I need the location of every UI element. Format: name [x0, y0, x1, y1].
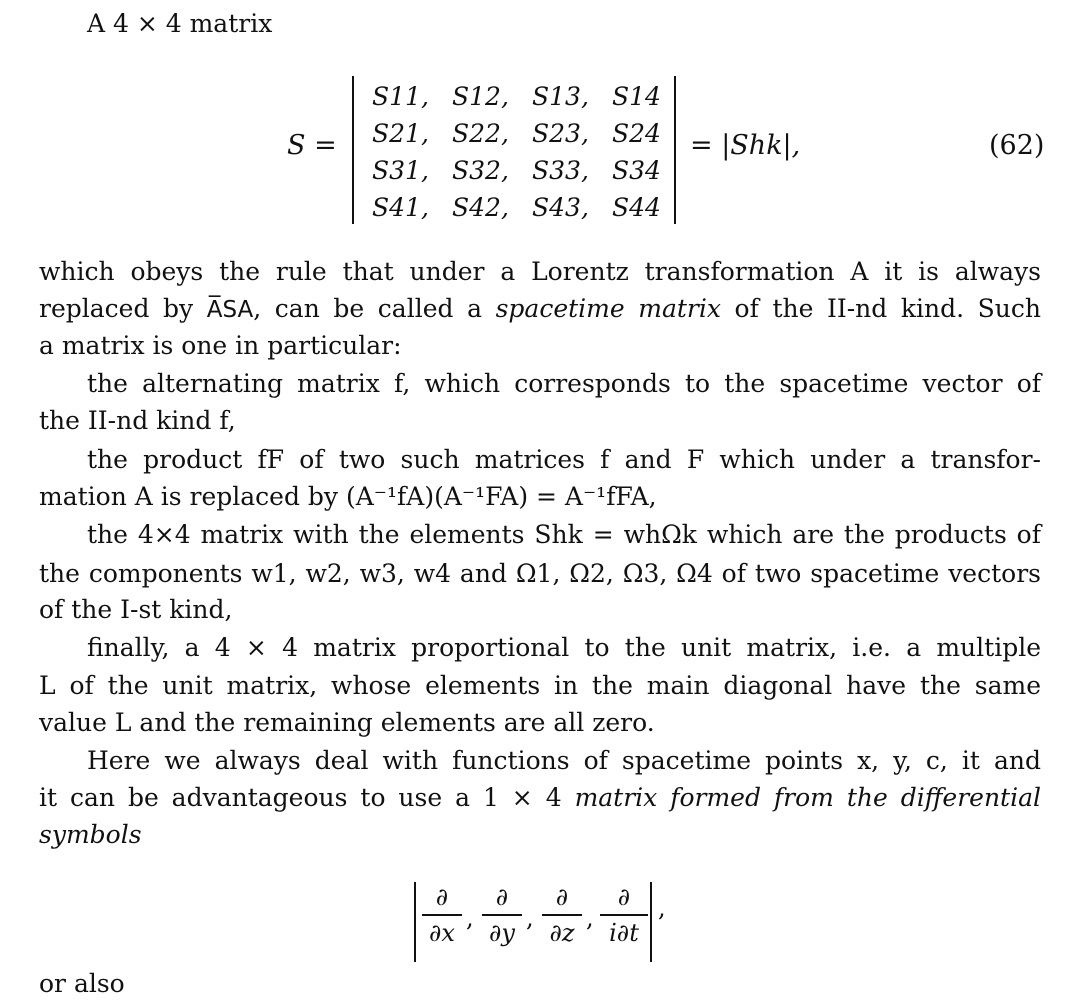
- diff-numerator: ∂: [555, 883, 569, 911]
- matrix-cell: S41,: [372, 193, 429, 222]
- diff-fraction-z: [542, 882, 582, 948]
- intro-line: A 4 × 4 matrix: [87, 9, 273, 38]
- diff-comma: ,: [526, 904, 534, 932]
- diff-denominator: ∂x: [429, 919, 455, 947]
- matrix-cell: S22,: [452, 119, 509, 148]
- body-line-13: value L and the remaining elements are all zero.: [39, 708, 655, 737]
- body-line-14: Here we always deal with functions of spacetime points x, y, c, it and: [87, 746, 1041, 775]
- body-line-15: [39, 780, 1041, 816]
- body-line-2-a: replaced by: [39, 294, 207, 323]
- matrix-cell: S33,: [532, 156, 589, 185]
- diff-right-bar: [650, 882, 652, 962]
- matrix-row: [372, 189, 692, 226]
- body-line-16: symbols: [39, 820, 142, 849]
- body-line-9: the components w1, w2, w3, w4 and Ω1, Ω2, Ω3, Ω4 of two spacetime vectors: [39, 559, 1041, 588]
- diff-denominator: ∂y: [489, 919, 515, 947]
- diff-left-bar: [414, 882, 416, 962]
- matrix-row: [372, 78, 692, 115]
- matrix-rhs: = |Shk|,: [690, 130, 801, 161]
- matrix-cell: S12,: [452, 82, 509, 111]
- matrix-cell: S24: [612, 119, 661, 148]
- matrix-cell: S31,: [372, 156, 429, 185]
- matrix-right-bar: [674, 76, 676, 224]
- diff-fraction-x: [422, 882, 462, 948]
- matrix-row: [372, 115, 692, 152]
- body-line-12: L of the unit matrix, whose elements in the main diagonal have the same: [39, 671, 1041, 700]
- diff-comma: ,: [586, 904, 594, 932]
- equation-number: (62): [989, 130, 1045, 161]
- diff-numerator: ∂: [495, 883, 509, 911]
- matrix-cell: S14: [612, 82, 661, 111]
- body-line-8: the 4×4 matrix with the elements Shk = whΩk which are the products of: [87, 520, 1041, 549]
- fraction-bar: [422, 914, 462, 916]
- body-line-1: which obeys the rule that under a Lorentz transformation A it is always: [39, 257, 1041, 286]
- body-line-2: [39, 291, 1041, 328]
- matrix-cell: S42,: [452, 193, 509, 222]
- matrix-cell: S11,: [372, 82, 429, 111]
- diff-denominator: i∂t: [609, 919, 639, 947]
- body-line-7: mation A is replaced by (A⁻¹fA)(A⁻¹FA) = A⁻¹fFA,: [39, 482, 657, 511]
- body-line-15-a: it can be advantageous to use a 1 × 4: [39, 783, 575, 812]
- matrix-cell: S34: [612, 156, 661, 185]
- body-line-2-b: A̅SA: [206, 297, 254, 323]
- body-line-4: the alternating matrix f, which corresponds to the spacetime vector of: [87, 369, 1041, 398]
- diff-denominator: ∂z: [549, 919, 575, 947]
- matrix-row: [372, 152, 692, 189]
- diff-fraction-t: [600, 882, 648, 948]
- body-line-11: finally, a 4 × 4 matrix proportional to the unit matrix, i.e. a multiple: [87, 633, 1041, 662]
- matrix-cell: S21,: [372, 119, 429, 148]
- body-line-5: the II-nd kind f,: [39, 406, 236, 435]
- matrix-lhs: S =: [287, 130, 337, 161]
- diff-fraction-y: [482, 882, 522, 948]
- matrix-cell: S23,: [532, 119, 589, 148]
- matrix-cell: S32,: [452, 156, 509, 185]
- diff-comma: ,: [466, 904, 474, 932]
- body-line-6: the product fF of two such matrices f and F which under a transfor-: [87, 445, 1041, 474]
- body-line-2-c: , can be called a: [253, 294, 496, 323]
- diff-trailing-comma: ,: [658, 894, 666, 922]
- body-line-3: a matrix is one in particular:: [39, 331, 402, 360]
- outro-line: or also: [39, 969, 125, 998]
- body-line-2-e: of the II-nd kind. Such: [720, 294, 1041, 323]
- fraction-bar: [600, 914, 648, 916]
- matrix-cell: S13,: [532, 82, 589, 111]
- fraction-bar: [542, 914, 582, 916]
- body-line-2-d: spacetime matrix: [495, 294, 721, 323]
- matrix-left-bar: [352, 76, 354, 224]
- body-line-10: of the I-st kind,: [39, 595, 233, 624]
- matrix-cell: S43,: [532, 193, 589, 222]
- fraction-bar: [482, 914, 522, 916]
- differential-symbols-matrix: [0, 876, 1081, 966]
- body-line-15-b: matrix formed from the differential: [574, 783, 1042, 812]
- matrix-equation: [0, 70, 1081, 230]
- diff-numerator: ∂: [617, 883, 631, 911]
- matrix-grid: [372, 78, 692, 226]
- matrix-cell: S44: [612, 193, 661, 222]
- diff-numerator: ∂: [435, 883, 449, 911]
